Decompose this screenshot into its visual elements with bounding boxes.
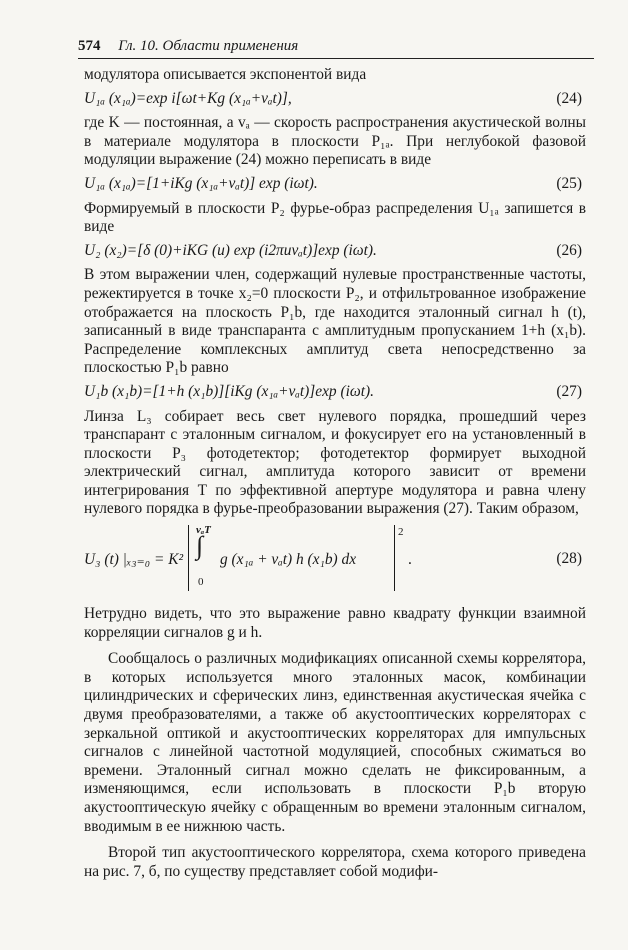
- paragraph: Формируемый в плоскости P₂ фурье-образ распределения U₁ₐ запишется в виде: [84, 199, 586, 236]
- equation-number: (27): [556, 382, 582, 400]
- equation-expression: U₁ₐ (x₁ₐ)=[1+iKg (x₁ₐ+vₐt)] exp (iωt).: [84, 174, 318, 192]
- paragraph: Второй тип акустооптического коррелятора, схема которого приведена на рис. 7, б, по существу представляет собой модифи-: [84, 844, 586, 880]
- paragraph: где K — постоянная, а vₐ — скорость распространения акустической волны в материале модулятора в плоскости P₁ₐ. При неглубокой фазовой модуляции выражение (24) можно переписать в виде: [84, 114, 586, 169]
- page-header: [78, 38, 594, 59]
- integral-sign: ∫: [196, 531, 204, 561]
- integrand: g (x₁ₐ + vₐt) h (x₁b) dx: [220, 551, 357, 569]
- paragraph: Сообщалось о различных модификациях описанной схемы коррелятора, в которых используется много эталонных масок, комбинации цилиндрических и сферических линз, единственная акустическая ячейка с двумя преобразователями, а также об акустооптических корреляторах с зеркальной оптикой и акустооптических корреляторах для импульсных сигналов с линейной частотной модуляцией, способных сжиматься во времени. Эталонный сигнал можно сделать не фиксированным, а изменяющимся, если использовать в плоскости P₁b вторую акустооптическую ячейку с обращенным во времени эталонным сигналом, вводимым в ее нижнюю часть.: [84, 650, 586, 835]
- equation-expression: [84, 523, 524, 595]
- abs-bar-left: [188, 525, 189, 591]
- page-body: [84, 66, 586, 881]
- paragraph: Линза L₃ собирает весь свет нулевого порядка, прошедший через транспарант с эталонным сигналом, и фокусирует его на установленный в плоскости P₃ фотодетектор; фотодетектор формирует выходной электрический сигнал, амплитуда которого зависит от времени интегрирования T по эффективной апертуре модулятора и равна члену нулевого порядка в фурье-преобразовании выражения (27). Таким образом,: [84, 407, 586, 518]
- equation-number: (24): [556, 89, 582, 107]
- equation-25: [84, 175, 586, 194]
- equation-number: (26): [556, 241, 582, 259]
- equation-period: .: [408, 551, 412, 569]
- equation-expression: U₁ₐ (x₁ₐ)=exp i[ωt+Kg (x₁ₐ+vₐt)],: [84, 89, 292, 107]
- paragraph: В этом выражении член, содержащий нулевые пространственные частоты, режектируется в точке x₂=0 плоскости P₂, и отфильтрованное изображение отображается на плоскость P₁b, где находится эталонный сигнал h (t), записанный в виде транспаранта с амплитудным пропусканием 1+h (x₁b). Распределение комплексных амплитуд света непосредственно за плоскостью P₁b равно: [84, 266, 586, 377]
- abs-bar-right: [394, 525, 395, 591]
- paragraph: модулятора описывается экспонентой вида: [84, 66, 367, 83]
- equation-expression: U₂ (x₂)=[δ (0)+iKG (u) exp (i2πuvₐt)]exp (iωt).: [84, 241, 377, 259]
- paragraph: Нетрудно видеть, что это выражение равно квадрату функции взаимной корреляции сигналов g и h.: [84, 605, 586, 641]
- equation-lhs: U₃ (t) |ₓ₃₌₀ = K²: [84, 551, 184, 569]
- equation-28: [84, 523, 586, 595]
- square-exponent: 2: [398, 526, 404, 539]
- equation-number: (25): [556, 174, 582, 192]
- equation-expression: U₁b (x₁b)=[1+h (x₁b)][iKg (x₁ₐ+vₐt)]exp (iωt).: [84, 382, 374, 400]
- integral-upper-limit: vₐT: [196, 524, 211, 537]
- running-title: Гл. 10. Области применения: [118, 38, 299, 54]
- equation-27: [84, 383, 586, 402]
- equation-number: (28): [556, 549, 582, 567]
- equation-26: [84, 242, 586, 261]
- page-number: 574: [78, 38, 101, 54]
- integral-lower-limit: 0: [198, 576, 204, 589]
- equation-24: [84, 90, 586, 109]
